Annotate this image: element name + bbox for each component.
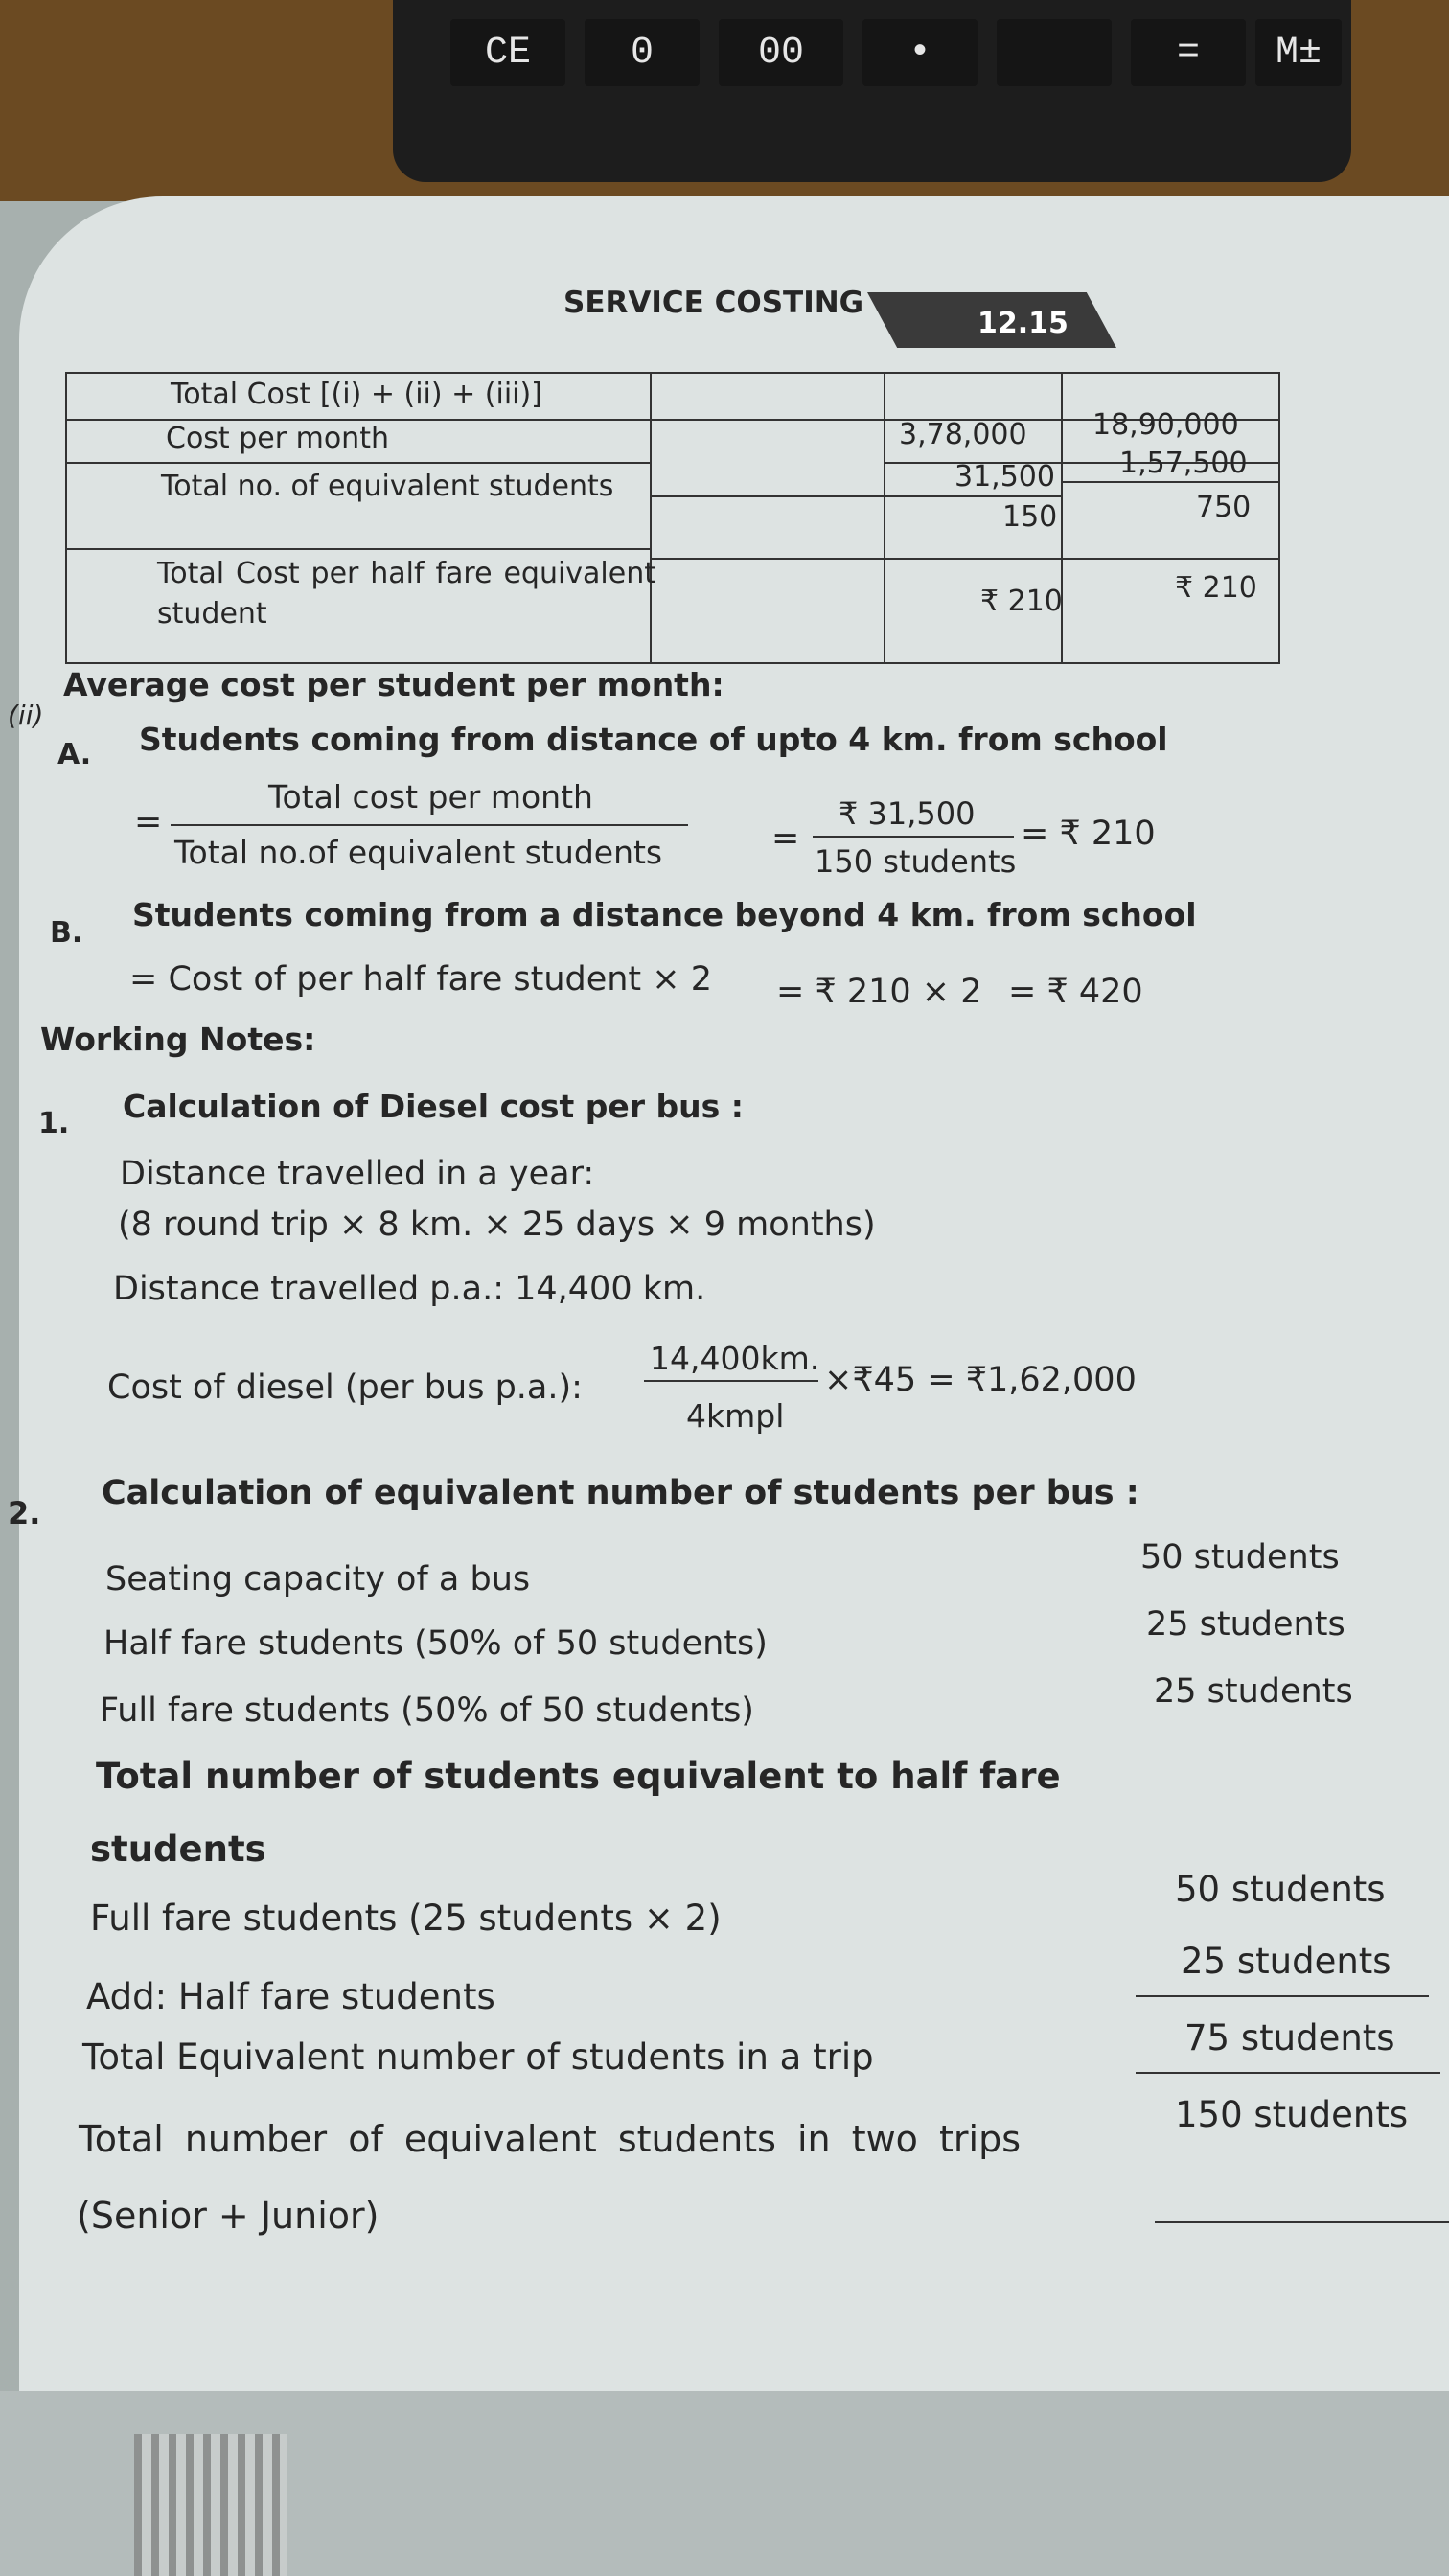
note-text: Distance travelled in a year: [120,1155,595,1193]
note-text: Full fare students (25 students × 2) [90,1898,722,1939]
note-text: Add: Half fare students [86,1976,495,2017]
memory-key[interactable]: M± [1255,19,1342,86]
table-cell: 31,500 [954,460,1055,494]
binder-stripes [134,2434,288,2576]
section-marker: (ii) [8,700,44,731]
note-value: 50 students [1175,1869,1386,1910]
result-value: = ₹ 210 [1021,815,1156,853]
clear-entry-key[interactable]: CE [450,19,565,86]
table-row-label: Cost per month [166,422,389,455]
zero-key[interactable]: 0 [585,19,700,86]
table-cell: 1,57,500 [1119,447,1248,480]
note-value: 25 students [1181,1941,1392,1982]
table-row-label: Total Cost [(i) + (ii) + (iii)] [171,378,542,411]
note-number: 1. [38,1107,70,1140]
item-letter: B. [50,916,83,950]
item-title: Students coming from distance of upto 4 km. from school [139,721,1168,758]
note-subtitle: students [90,1828,266,1870]
cost-table [65,372,1280,664]
working-notes-title: Working Notes: [40,1021,316,1058]
fraction-numerator: ₹ 31,500 [839,795,976,832]
calculator [393,0,1351,182]
equals-sign: = [771,819,800,858]
table-cell: 750 [1196,491,1252,524]
result-value: ×₹45 = ₹1,62,000 [824,1361,1137,1399]
note-text: (Senior + Junior) [77,2195,380,2237]
double-zero-key[interactable]: 00 [719,19,843,86]
note-text: Cost of diesel (per bus p.a.): [107,1368,583,1407]
page-number: 12.15 [978,307,1069,340]
table-row-label: Total no. of equivalent students [161,470,614,503]
item-letter: A. [58,738,92,771]
fraction-denominator: 4kmpl [686,1397,785,1435]
note-value: 50 students [1140,1538,1340,1576]
equation-text: = ₹ 420 [1008,973,1143,1011]
item-title: Students coming from a distance beyond 4 km. from school [132,896,1197,933]
equals-key[interactable]: = [1131,19,1246,86]
note-text: Distance travelled p.a.: 14,400 km. [113,1270,706,1308]
note-text: (8 round trip × 8 km. × 25 days × 9 months) [118,1206,876,1244]
note-value: 25 students [1146,1605,1346,1644]
fraction-bar [813,836,1014,838]
note-text: Total Equivalent number of students in a trip [82,2036,874,2078]
blank-key[interactable] [997,19,1112,86]
note-text: Full fare students (50% of 50 students) [100,1691,754,1730]
note-value: 150 students [1175,2094,1409,2135]
page-header-title: SERVICE COSTING [564,286,864,320]
note-subtitle: Total number of students equivalent to half fare [96,1756,1061,1797]
table-row-label: Total Cost per half fare equivalent student [157,557,656,631]
sum-line [1136,2072,1440,2074]
section-title: Average cost per student per month: [63,666,724,703]
note-value: 75 students [1184,2017,1395,2058]
sum-line [1155,2221,1449,2223]
decimal-key[interactable]: • [862,19,978,86]
note-title: Calculation of Diesel cost per bus : [123,1088,744,1125]
sum-line [1136,1995,1429,1997]
fraction-denominator: Total no.of equivalent students [174,834,663,871]
table-cell: ₹ 210 [1175,571,1257,605]
table-cell: 18,90,000 [1092,408,1239,442]
equation-text: = Cost of per half fare student × 2 [129,960,713,999]
note-value: 25 students [1154,1672,1353,1711]
equation-text: = ₹ 210 × 2 [776,973,982,1011]
fraction-numerator: 14,400km. [650,1340,820,1377]
fraction-bar [644,1380,818,1382]
table-cell: ₹ 210 [980,585,1063,618]
note-text: Half fare students (50% of 50 students) [104,1624,768,1663]
equals-sign: = [134,803,163,841]
note-title: Calculation of equivalent number of students per bus : [102,1474,1139,1512]
fraction-numerator: Total cost per month [268,778,593,816]
fraction-bar [171,824,688,826]
fraction-denominator: 150 students [815,843,1017,880]
note-number: 2. [8,1495,41,1531]
note-text: Seating capacity of a bus [105,1560,531,1598]
note-text: Total number of equivalent students in two trips [79,2118,1022,2160]
table-cell: 3,78,000 [899,418,1027,451]
table-cell: 150 [1002,500,1058,534]
